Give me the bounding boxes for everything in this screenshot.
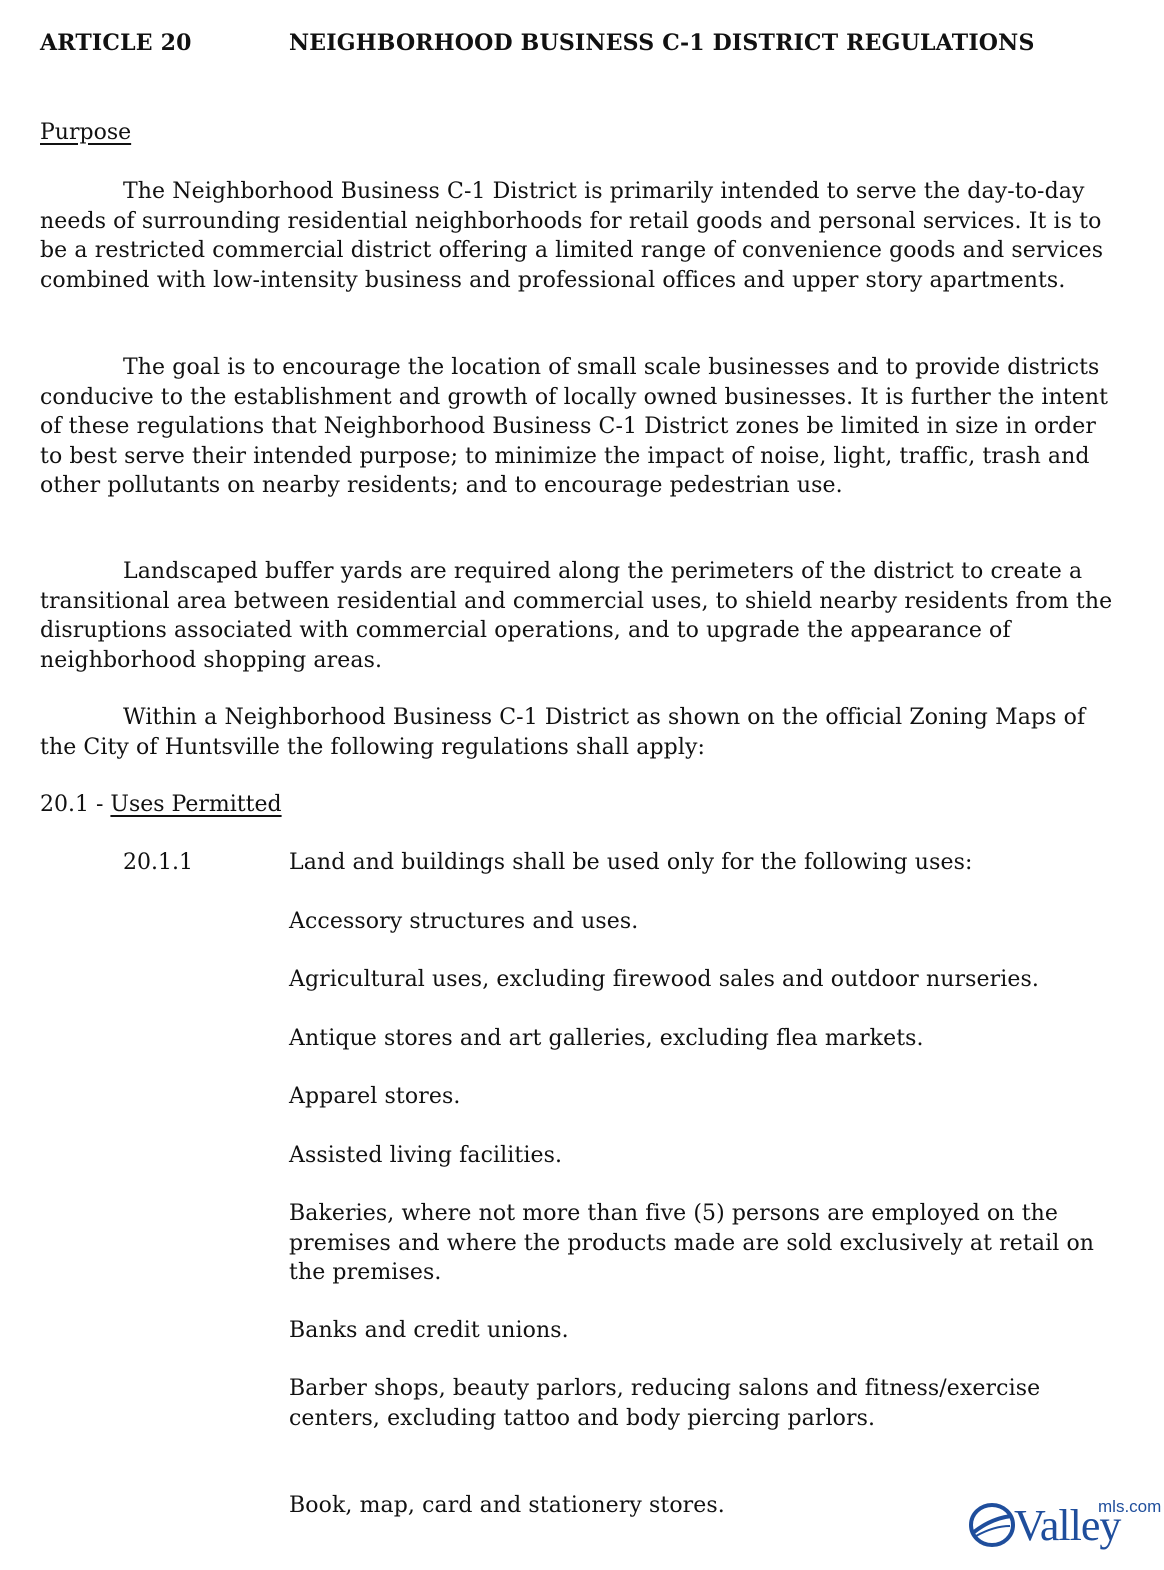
section-number: 20.1 -: [40, 792, 104, 817]
purpose-heading: Purpose: [40, 120, 132, 145]
use-item: Book, map, card and stationery stores.: [289, 1493, 725, 1518]
section-20-1-heading: [40, 790, 282, 820]
watermark-suffix: mls.com: [1098, 1497, 1162, 1516]
use-item: Bakeries, where not more than five (5) persons are employed on the premises and where the products made are sold exclusively at retail on the premises.: [289, 1201, 1095, 1285]
use-item: Assisted living facilities.: [289, 1143, 563, 1168]
watermark-brand: Valley: [1014, 1501, 1121, 1550]
article-number: ARTICLE 20: [40, 30, 192, 56]
section-title: Uses Permitted: [110, 792, 282, 817]
use-item: Antique stores and art galleries, excluding flea markets.: [289, 1026, 924, 1051]
use-item: Barber shops, beauty parlors, reducing salons and fitness/exercise centers, excluding tattoo and body piercing parlors.: [289, 1376, 1041, 1431]
purpose-paragraph-2: The goal is to encourage the location of small scale businesses and to provide districts conducive to the establishment and growth of locally owned businesses. It is further the intent of these regulations that Neighborhood Business C-1 District zones be limited in size in order to best serve their intended purpose; to minimize the impact of noise, light, traffic, trash and other pollutants on nearby residents; and to encourage pedestrian use.: [40, 355, 1109, 498]
article-title: NEIGHBORHOOD BUSINESS C-1 DISTRICT REGULATIONS: [289, 30, 1035, 56]
use-item: Agricultural uses, excluding firewood sales and outdoor nurseries.: [289, 967, 1039, 992]
purpose-paragraph-4: Within a Neighborhood Business C-1 District as shown on the official Zoning Maps of the City of Huntsville the following regulations shall apply:: [40, 705, 1086, 760]
purpose-paragraph-1: The Neighborhood Business C-1 District is primarily intended to serve the day-to-day needs of surrounding residential neighborhoods for retail goods and personal services. It is to be a restricted commercial district offering a limited range of convenience goods and services combined with low-intensity business and professional offices and upper story apartments.: [40, 179, 1104, 293]
use-item: Accessory structures and uses.: [289, 909, 639, 934]
purpose-paragraph-3: Landscaped buffer yards are required along the perimeters of the district to create a transitional area between residential and commercial uses, to shield nearby residents from the disruptions associated with commercial operations, and to upgrade the appearance of neighborhood shopping areas.: [40, 559, 1113, 673]
use-item: Banks and credit unions.: [289, 1318, 569, 1343]
subsection-intro: Land and buildings shall be used only for the following uses:: [289, 850, 973, 875]
use-item: Apparel stores.: [289, 1084, 461, 1109]
article-header: [40, 30, 1126, 64]
subsection-number: 20.1.1: [123, 850, 193, 875]
